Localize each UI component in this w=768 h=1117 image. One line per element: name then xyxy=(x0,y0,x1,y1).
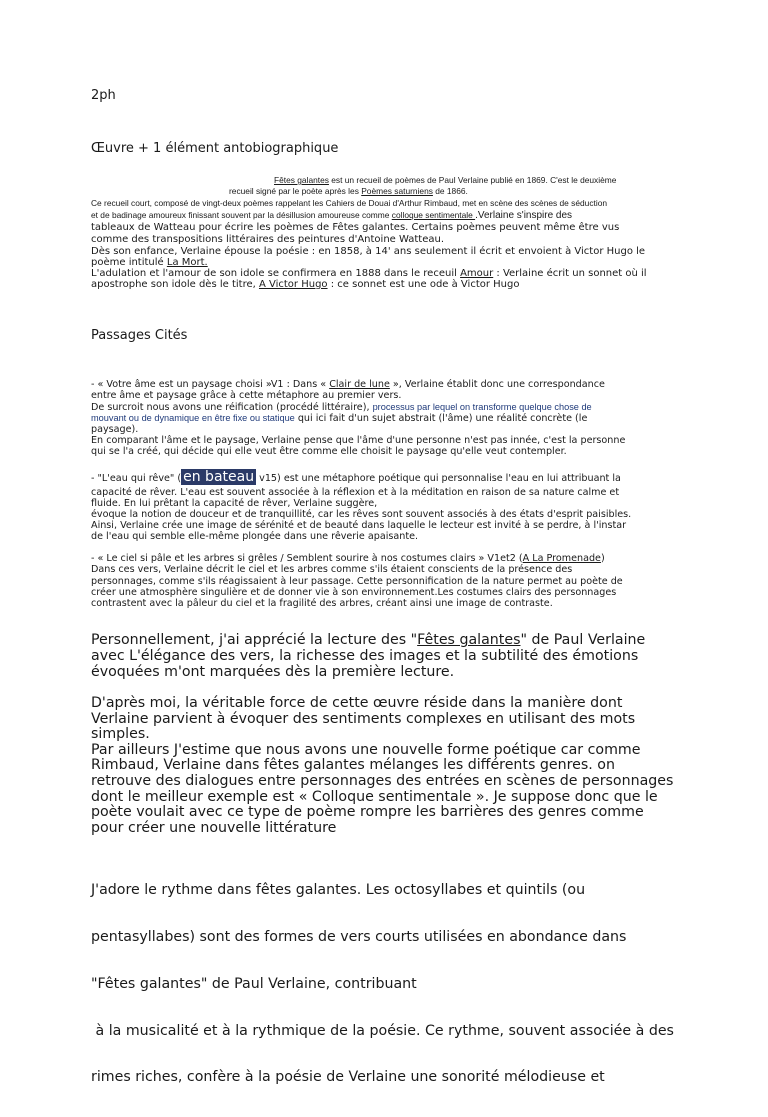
passage1-line-6: En comparant l'âme et le paysage, Verlaine pense que l'âme d'une personne n'est pas innée, c'est la personne xyxy=(91,435,626,446)
opinion2-line: dont le meilleur exemple est « Colloque sentimentale ». Je suppose donc que le xyxy=(91,788,658,805)
opinion1-line-1 xyxy=(91,633,645,649)
intro-text: : Verlaine écrit un sonnet où il xyxy=(493,268,647,279)
opinion2-paragraph xyxy=(91,696,673,836)
passage-definition-text: mouvant ou de dynamique en être fixe ou statique xyxy=(91,413,295,423)
intro-line-4 xyxy=(91,210,572,221)
intro-text: .Verlaine s'inspire des xyxy=(475,210,573,221)
passage-definition-text: processus par lequel on transforme quelque chose de xyxy=(372,402,592,412)
opinion3-line: "Fêtes galantes" de Paul Verlaine, contribuant xyxy=(91,975,417,992)
opinion2-line: Verlaine parvient à évoquer des sentiments complexes en utilisant des mots xyxy=(91,710,636,727)
intro-line-2 xyxy=(229,186,468,197)
passage2-line-2: capacité de rêver. L'eau est souvent associée à la réflexion et à la méditation en raison de sa nature calme et xyxy=(91,487,620,498)
passage3-line-3: personnages, comme s'ils réagissaient à leur passage. Cette personnification de la nature permet au poète de xyxy=(91,576,623,587)
link-fetes-galantes-2[interactable]: Fêtes galantes xyxy=(417,632,521,648)
opinion2-line: retrouve des dialogues entre personnages des entrées en scènes de personnages xyxy=(91,772,674,789)
passage-text: », Verlaine établit donc une correspondance xyxy=(389,379,605,390)
highlighted-en-bateau[interactable]: en bateau xyxy=(183,469,255,485)
header-label: 2ph xyxy=(91,88,116,103)
section-title-passages: Passages Cités xyxy=(91,328,188,343)
intro-text: de 1866. xyxy=(432,186,468,196)
passage3-line-5: contrastent avec la pâleur du ciel et la fragilité des arbres, créant ainsi une image de contraste. xyxy=(91,598,553,609)
opinion2-line: simples. xyxy=(91,726,150,743)
passage-text: - « Le ciel si pâle et les arbres si grêles / Semblent sourire à nos costumes clairs » V1et2 ( xyxy=(91,553,523,564)
opinion3-paragraph xyxy=(91,852,674,1117)
passage1-line-7: qui se l'a créé, qui décide qui elle veut être comme elle choisit le paysage qu'elle veut contempler. xyxy=(91,446,567,457)
intro-line-6: comme des transpositions littéraires des peintures d'Antoine Watteau. xyxy=(91,234,444,245)
intro-text: L'adulation et l'amour de son idole se confirmera en 1888 dans le receuil xyxy=(91,268,461,279)
link-fetes-galantes[interactable]: Fêtes galantes xyxy=(274,175,329,185)
opinion1-line-2: avec L'élégance des vers, la richesse des images et la subtilité des émotions xyxy=(91,648,639,664)
opinion2-line: Rimbaud, Verlaine dans fêtes galantes mélanges les différents genres. on xyxy=(91,757,615,774)
link-colloque-sentimentale[interactable]: colloque sentimentale xyxy=(391,210,476,220)
opinion3-line: J'adore le rythme dans fêtes galantes. Les octosyllabes et quintils (ou xyxy=(91,882,586,899)
opinion3-line: pentasyllabes) sont des formes de vers courts utilisées en abondance dans xyxy=(91,928,627,945)
passage1-line-3 xyxy=(91,402,592,413)
opinion2-line: pour créer une nouvelle littérature xyxy=(91,819,337,836)
intro-line-5: tableaux de Watteau pour écrire les poèmes de Fêtes galantes. Certains poèmes peuvent même être vus xyxy=(91,222,620,233)
passage2-line-1 xyxy=(91,469,621,485)
intro-line-1 xyxy=(274,175,616,186)
passage1-line-5: paysage). xyxy=(91,424,139,435)
passage3-line-1 xyxy=(91,553,605,564)
opinion2-line: D'après moi, la véritable force de cette œuvre réside dans la manière dont xyxy=(91,695,623,711)
opinion-text: Personnellement, j'ai apprécié la lecture des " xyxy=(91,632,418,648)
passage-text: qui ici fait d'un sujet abstrait (l'âme) une réalité concrète (le xyxy=(294,413,588,424)
passage3-line-2: Dans ces vers, Verlaine décrit le ciel et les arbres comme s'ils étaient conscients de la présence des xyxy=(91,564,573,575)
passage1-line-4 xyxy=(91,413,587,424)
intro-text: : ce sonnet est une ode à Victor Hugo xyxy=(327,279,520,290)
opinion2-line: Par ailleurs J'estime que nous avons une nouvelle forme poétique car comme xyxy=(91,741,641,758)
passage2-line-6: de l'eau qui semble elle-même plongée dans une rêverie apaisante. xyxy=(91,531,419,542)
intro-line-7: Dès son enfance, Verlaine épouse la poésie : en 1858, à 14' ans seulement il écrit et envoient à Victor Hugo le xyxy=(91,246,646,257)
intro-line-3: Ce recueil court, composé de vingt-deux poèmes rappelant les Cahiers de Douai d'Arthur Rimbaud, met en scène des scènes de séduction xyxy=(91,198,608,208)
opinion3-line: à la musicalité et à la rythmique de la poésie. Ce rythme, souvent associée à des xyxy=(91,1022,674,1039)
opinion1-line-3: évoquées m'ont marquées dès la première lecture. xyxy=(91,664,455,680)
passage-text: v15) est une métaphore poétique qui personnalise l'eau en lui attribuant la xyxy=(256,473,621,484)
link-a-victor-hugo[interactable]: A Victor Hugo xyxy=(258,279,328,290)
opinion-text: " de Paul Verlaine xyxy=(520,632,646,648)
opinion3-line: rimes riches, confère à la poésie de Verlaine une sonorité mélodieuse et xyxy=(91,1069,605,1086)
passage1-line-1 xyxy=(91,379,605,390)
passage-text: De surcroit nous avons une réification (procédé littéraire), xyxy=(91,402,373,413)
intro-line-10 xyxy=(91,279,519,292)
passage3-line-4: créer une atmosphère singulière et de donner vie à son environnement.Les costumes clairs des personnages xyxy=(91,587,617,598)
link-la-mort[interactable]: La Mort. xyxy=(166,257,208,268)
opinion2-line: poète voulait avec ce type de poème rompre les barrières des genres comme xyxy=(91,804,644,821)
link-clair-de-lune[interactable]: Clair de lune xyxy=(329,379,390,390)
intro-text: est un recueil de poèmes de Paul Verlaine publié en 1869. C'est le deuxième xyxy=(328,175,617,185)
link-poemes-saturniens[interactable]: Poèmes saturniens xyxy=(361,186,433,196)
intro-text: apostrophe son idole dès le titre, xyxy=(91,279,259,290)
passage-text: - « Votre âme est un paysage choisi »V1 : Dans « xyxy=(91,379,330,390)
passage2-line-4: évoque la notion de douceur et de tranquillité, car les rêves sont souvent associés à des états d'esprit paisibles. xyxy=(91,509,632,520)
passage2-line-3: fluide. En lui prêtant la capacité de rêver, Verlaine suggère, xyxy=(91,498,378,509)
passage-text: ) xyxy=(600,553,605,564)
intro-text: et de badinage amoureux finissant souvent par la désillusion amoureuse comme xyxy=(91,210,392,220)
link-a-la-promenade[interactable]: A La Promenade xyxy=(522,553,601,564)
section-title-oeuvre: Œuvre + 1 élément antobiographique xyxy=(91,141,339,156)
passage1-line-2: entre âme et paysage grâce à cette métaphore au premier vers. xyxy=(91,390,402,401)
intro-text: poème intitulé xyxy=(91,257,167,268)
passage2-line-5: Ainsi, Verlaine crée une image de sérénité et de beauté dans laquelle le lecteur est invité à se perdre, à l'instar xyxy=(91,520,627,531)
intro-text: recueil signé par le poète après les xyxy=(229,186,362,196)
passage-text: - "L'eau qui rêve" ( xyxy=(91,473,182,484)
link-amour[interactable]: Amour xyxy=(460,268,494,279)
